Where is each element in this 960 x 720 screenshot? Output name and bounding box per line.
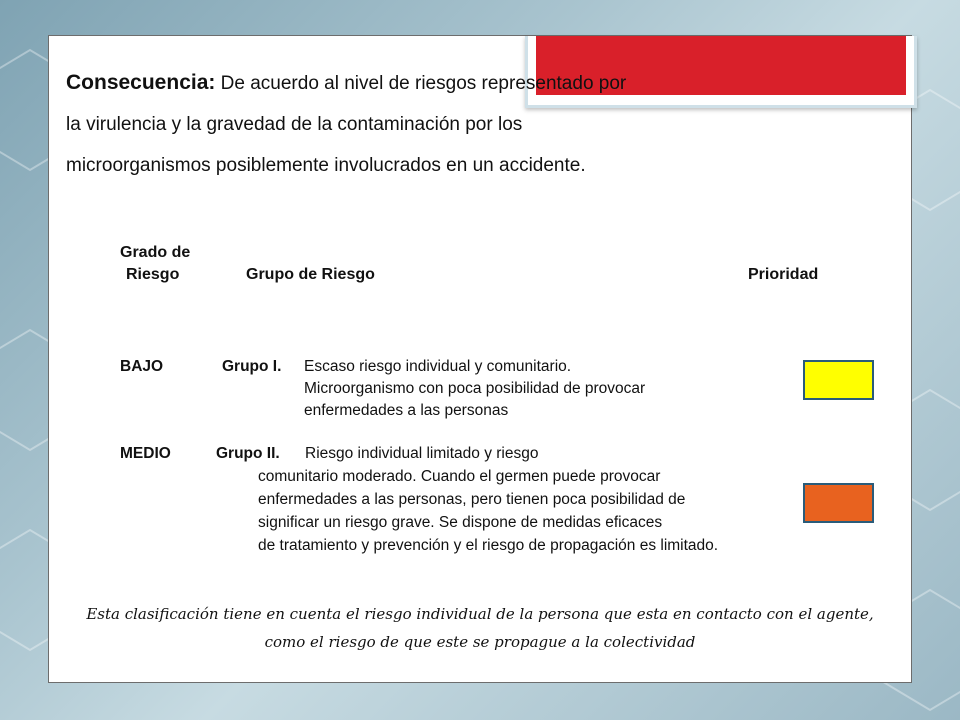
row-bajo-line-1: Escaso riesgo individual y comunitario.: [304, 358, 572, 375]
row-bajo-grupo: Grupo I.: [222, 358, 282, 375]
footer-line-2: como el riesgo de que este se propague a la colectividad: [264, 633, 696, 651]
intro-line-2: la virulencia y la gravedad de la contaminación por los: [66, 114, 523, 135]
row-bajo-grado: BAJO: [120, 358, 164, 375]
footer-line-1: Esta clasificación tiene en cuenta el riesgo individual de la persona que esta en contacto con el agente,: [86, 605, 874, 623]
header-grado-line-2: Riesgo: [126, 266, 180, 283]
intro-paragraph: [66, 62, 826, 186]
row-medio-line-4: significar un riesgo grave. Se dispone de medidas eficaces: [258, 514, 663, 531]
intro-colon: :: [208, 71, 216, 94]
header-prioridad: Prioridad: [748, 266, 819, 283]
row-bajo-line-3: enfermedades a las personas: [304, 402, 509, 419]
priority-swatch-yellow: [803, 360, 874, 400]
row-medio-line-1: Riesgo individual limitado y riesgo: [305, 445, 539, 462]
row-medio-line-5: de tratamiento y prevención y el riesgo de propagación es limitado.: [258, 537, 719, 554]
footer-note: [60, 600, 900, 656]
header-grupo: Grupo de Riesgo: [246, 266, 375, 283]
intro-line-1: De acuerdo al nivel de riesgos representado por: [215, 73, 627, 94]
row-bajo-line-2: Microorganismo con poca posibilidad de provocar: [304, 380, 646, 397]
header-grado-line-1: Grado de: [120, 244, 191, 261]
row-medio-grupo: Grupo II.: [216, 445, 280, 462]
intro-line-3: microorganismos posiblemente involucrados en un accidente.: [66, 155, 586, 176]
row-medio-line-2: comunitario moderado. Cuando el germen puede provocar: [258, 468, 661, 485]
row-medio-line-3: enfermedades a las personas, pero tienen poca posibilidad de: [258, 491, 686, 508]
row-medio-grado: MEDIO: [120, 445, 171, 462]
intro-heading: Consecuencia: [66, 71, 209, 94]
priority-swatch-orange: [803, 483, 874, 523]
